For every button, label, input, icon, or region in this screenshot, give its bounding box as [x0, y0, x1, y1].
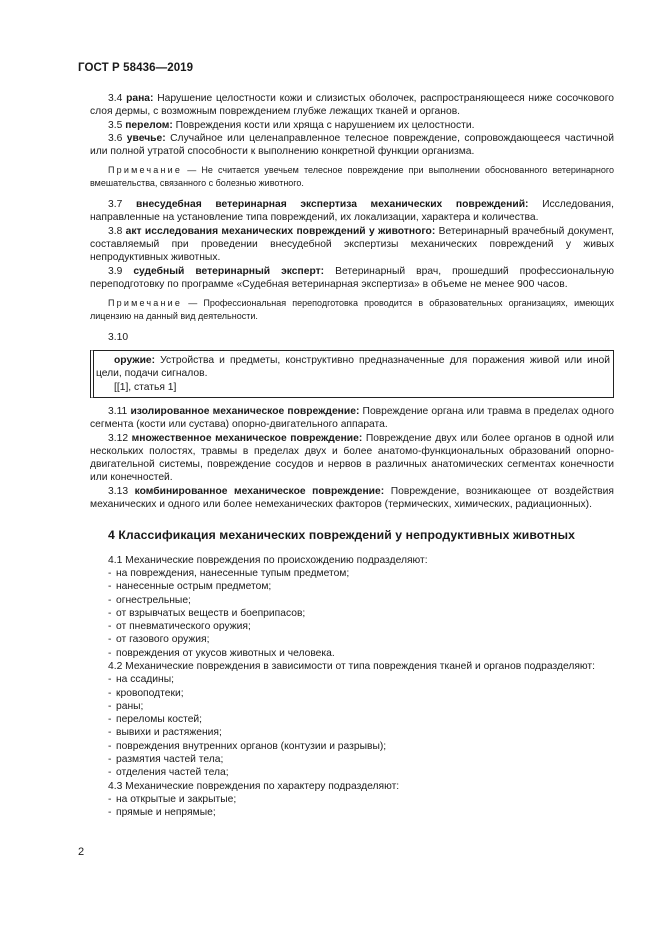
- note-label: Примечание: [108, 298, 183, 309]
- term-3-10-definition: оружие: Устройства и предметы, конструктивно предназначенные для поражения живой или иной цели, подачи сигналов.: [96, 355, 610, 380]
- note-label: Примечание: [108, 165, 183, 176]
- term-3-10-number: 3.10: [108, 331, 129, 343]
- list-item: - прямые и непрямые;: [108, 807, 216, 819]
- list-item: - от взрывчатых веществ и боеприпасов;: [108, 607, 306, 619]
- term-name: оружие:: [114, 355, 156, 367]
- term-name: перелом:: [125, 119, 173, 131]
- list-item: - огнестрельные;: [108, 594, 191, 606]
- list-item: - размятия частей тела;: [108, 754, 224, 766]
- term-name: увечье:: [126, 132, 166, 144]
- term-3-10-box: [90, 350, 614, 398]
- document-header: ГОСТ Р 58436—2019: [78, 62, 194, 74]
- term-3-8: 3.8 акт исследования механических повреждений у животного: Ветеринарный врачебный документ, составляемый при проведении внесудебной экспертизы механических повреждений у живых непродуктивных животных.: [90, 225, 614, 264]
- document-body: [90, 92, 614, 820]
- list-item: - на повреждения, нанесенные тупым предметом;: [108, 567, 350, 579]
- list-4-3: [90, 793, 614, 820]
- list-item: - кровоподтеки;: [108, 687, 184, 699]
- term-3-5: 3.5 перелом: Повреждения кости или хряща с нарушением их целостности.: [108, 119, 475, 131]
- list-item: - нанесенные острым предметом;: [108, 581, 272, 593]
- list-item: - переломы костей;: [108, 714, 203, 726]
- term-3-13: 3.13 комбинированное механическое повреждение: Повреждение, возникающее от воздействия механических и одного или более немеханических факторов (термических, химических, радиационных).: [90, 485, 614, 511]
- term-name: внесудебная ветеринарная экспертиза механических повреждений:: [135, 199, 529, 211]
- section-heading: 4 Классификация механических повреждений у непродуктивных животных: [108, 528, 575, 543]
- list-item: - вывихи и растяжения;: [108, 727, 222, 739]
- term-3-4: 3.4 рана: Нарушение целостности кожи и слизистых оболочек, распространяющееся ниже сосочкового слоя дермы, с возможным повреждением глубже лежащих тканей и органов.: [90, 93, 614, 118]
- list-item: - раны;: [108, 700, 144, 712]
- list-item: - от газового оружия;: [108, 634, 210, 646]
- term-3-10-reference: [[1], статья 1]: [114, 381, 177, 393]
- term-name: рана:: [126, 93, 154, 104]
- note: Примечание — Профессиональная переподготовка проводится в образовательных организациях, имеющих лицензию на данный вид деятельности.: [90, 298, 614, 321]
- term-3-11: 3.11 изолированное механическое повреждение: Повреждение органа или травма в пределах одного сегмента (кости или сустава) опорно-двигательного аппарата.: [90, 405, 614, 431]
- list-item: - на открытые и закрытые;: [108, 793, 237, 805]
- term-name: изолированное механическое повреждение:: [130, 405, 360, 417]
- page-number: 2: [78, 846, 85, 858]
- term-name: акт исследования механических повреждений у животного:: [125, 225, 436, 237]
- list-4-1: [90, 567, 614, 660]
- term-3-12: 3.12 множественное механическое повреждение: Повреждение двух или более органов в одной или нескольких полостях, травмы в пределах двух и более анатомо-функциональных образований опорно-двигательной системы, повреждение сосудов и нервов в различных анатомических сегментах конечности или конечностей.: [90, 432, 614, 484]
- term-name: комбинированное механическое повреждение:: [134, 485, 385, 497]
- list-item: - отделения частей тела;: [108, 767, 229, 779]
- list-item: - повреждения внутренних органов (контузии и разрывы);: [108, 740, 387, 752]
- term-3-7: 3.7 внесудебная ветеринарная экспертиза механических повреждений: Исследования, направленные на установление типа повреждений, их локализации, характера и количества.: [90, 199, 614, 224]
- term-name: множественное механическое повреждение:: [131, 432, 363, 444]
- list-item: - повреждения от укусов животных и человека.: [108, 647, 335, 659]
- list-item: - на ссадины;: [108, 674, 175, 686]
- clause-4-1: 4.1 Механические повреждения по происхождению подразделяют:: [108, 554, 428, 566]
- clause-4-2: 4.2 Механические повреждения в зависимости от типа повреждения тканей и органов подразделяют:: [108, 660, 595, 672]
- clause-4-3: 4.3 Механические повреждения по характеру подразделяют:: [108, 780, 400, 792]
- term-name: судебный ветеринарный эксперт:: [133, 265, 325, 277]
- term-3-6: 3.6 увечье: Случайное или целенаправленное телесное повреждение, сопровождающееся частичной или полной утратой способности к выполнению конкретной функции организма.: [90, 132, 614, 158]
- list-4-2: [90, 673, 614, 779]
- list-item: - от пневматического оружия;: [108, 621, 251, 633]
- term-3-9: 3.9 судебный ветеринарный эксперт: Ветеринарный врач, прошедший профессиональную переподготовку по программе «Судебная ветеринарная экспертиза» в объеме не менее 900 часов.: [90, 265, 614, 290]
- note: Примечание — Не считается увечьем телесное повреждение при выполнении обоснованного ветеринарного вмешательства, связанного с болезнью животного.: [90, 165, 614, 189]
